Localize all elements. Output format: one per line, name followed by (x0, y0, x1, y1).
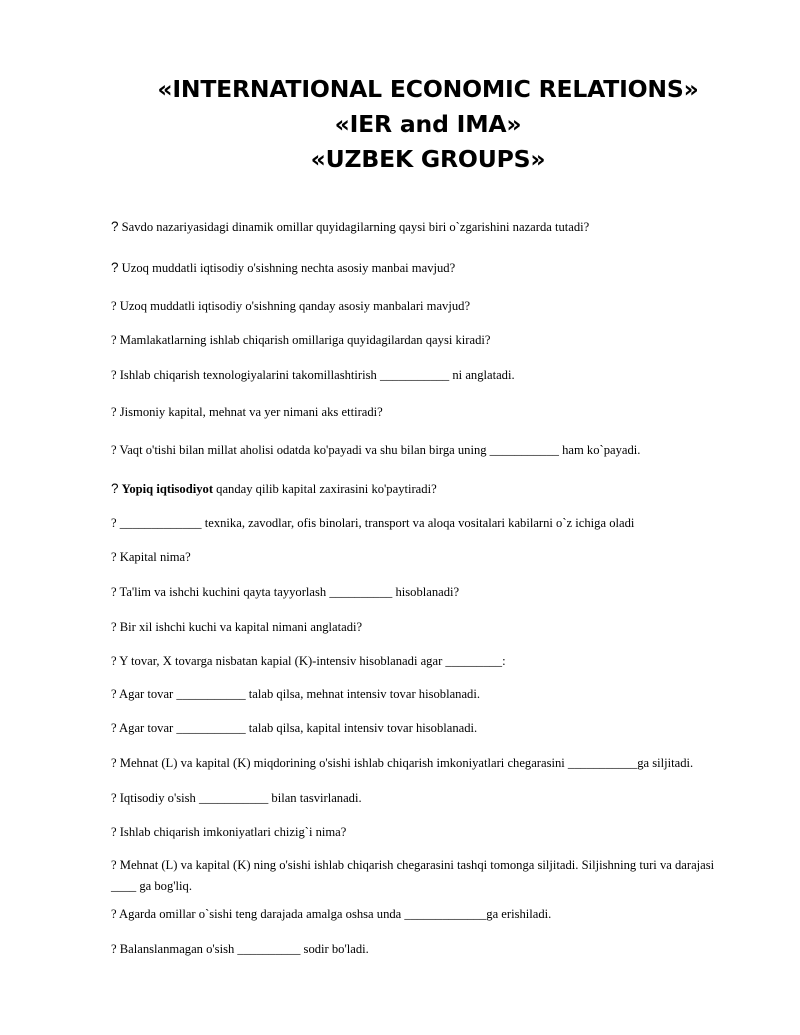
question-mark: ? (111, 858, 117, 872)
question-text: Ta'lim va ishchi kuchini qayta tayyorlash __________ hisoblanadi? (116, 585, 460, 599)
document-title (0, 72, 800, 177)
question-emphasis: Yopiq iqtisodiyot (121, 482, 214, 496)
question-item (111, 547, 741, 568)
question-item (111, 684, 741, 705)
question-item (111, 822, 741, 843)
question-mark: ? (111, 516, 117, 530)
question-text: Savdo nazariyasidagi dinamik omillar quyidagilarning qaysi biri o`zgarishini nazarda tutadi? (118, 220, 590, 234)
title-line: «INTERNATIONAL ECONOMIC RELATIONS» (157, 75, 699, 103)
question-item (111, 330, 741, 351)
question-mark: ? (111, 219, 119, 234)
question-mark: ? (111, 942, 117, 956)
question-mark: ? (111, 443, 117, 457)
question-item (111, 651, 741, 672)
question-mark: ? (111, 620, 117, 634)
question-item (111, 753, 741, 774)
question-item (111, 617, 741, 638)
title-line: «UZBEK GROUPS» (310, 145, 546, 173)
question-mark: ? (111, 260, 119, 275)
question-text: Mehnat (L) va kapital (K) miqdorining o'sishi ishlab chiqarish imkoniyatlari chegarasini ___________ga siljitadi. (116, 756, 694, 770)
question-mark: ? (111, 333, 117, 347)
question-text: Bir xil ishchi kuchi va kapital nimani anglatadi? (116, 620, 363, 634)
question-item (111, 440, 741, 461)
question-text: Uzoq muddatli iqtisodiy o'sishning qanday asosiy manbalari mavjud? (116, 299, 471, 313)
question-mark: ? (111, 550, 117, 564)
question-item (111, 718, 741, 739)
question-text: Jismoniy kapital, mehnat va yer nimani aks ettiradi? (116, 405, 383, 419)
question-text: Uzoq muddatli iqtisodiy o'sishning nechta asosiy manbai mavjud? (118, 261, 456, 275)
title-line: «IER and IMA» (334, 110, 522, 138)
question-mark: ? (111, 907, 117, 921)
question-mark: ? (111, 721, 117, 735)
question-item (111, 296, 741, 317)
question-mark: ? (111, 368, 117, 382)
question-text: Balanslanmagan o'sish __________ sodir bo'ladi. (116, 942, 369, 956)
question-item (111, 904, 741, 925)
question-text: Iqtisodiy o'sish ___________ bilan tasvirlanadi. (116, 791, 362, 805)
question-text: Agar tovar ___________ talab qilsa, mehnat intensiv tovar hisoblanadi. (116, 687, 480, 701)
question-mark: ? (111, 585, 117, 599)
question-text: Mamlakatlarning ishlab chiqarish omillariga quyidagilardan qaysi kiradi? (116, 333, 491, 347)
question-mark: ? (111, 825, 117, 839)
question-mark: ? (111, 299, 117, 313)
question-item (111, 365, 741, 386)
question-item (111, 788, 741, 809)
question-text: _____________ texnika, zavodlar, ofis binolari, transport va aloqa vositalari kabilarni o`z ichiga oladi (116, 516, 635, 530)
question-mark: ? (111, 654, 117, 668)
question-item (111, 478, 741, 500)
question-mark: ? (111, 791, 117, 805)
question-item (111, 257, 741, 279)
question-item (111, 216, 741, 238)
question-item (111, 513, 741, 534)
question-text: Agarda omillar o`sishi teng darajada amalga oshsa unda _____________ga erishiladi. (116, 907, 552, 921)
question-text: Vaqt o'tishi bilan millat aholisi odatda ko'payadi va shu bilan birga uning ___________ ham ko`payadi. (116, 443, 641, 457)
question-mark: ? (111, 756, 117, 770)
question-text: Ishlab chiqarish texnologiyalarini takomillashtirish ___________ ni anglatadi. (116, 368, 515, 382)
question-item (111, 939, 741, 960)
question-item (111, 855, 741, 897)
question-text: Mehnat (L) va kapital (K) ning o'sishi ishlab chiqarish chegarasini tashqi tomonga siljitadi. Siljishning turi va darajasi ____ ga bog'liq. (111, 858, 715, 893)
question-text: Ishlab chiqarish imkoniyatlari chizig`i nima? (116, 825, 347, 839)
question-item (111, 582, 741, 603)
question-text: Kapital nima? (116, 550, 191, 564)
question-item (111, 402, 741, 423)
question-mark: ? (111, 405, 117, 419)
question-text: Y tovar, X tovarga nisbatan kapial (K)-intensiv hisoblanadi agar _________: (116, 654, 506, 668)
question-text: Agar tovar ___________ talab qilsa, kapital intensiv tovar hisoblanadi. (116, 721, 478, 735)
question-mark: ? (111, 687, 117, 701)
question-text: qanday qilib kapital zaxirasini ko'paytiradi? (213, 482, 437, 496)
question-mark: ? (111, 481, 119, 496)
